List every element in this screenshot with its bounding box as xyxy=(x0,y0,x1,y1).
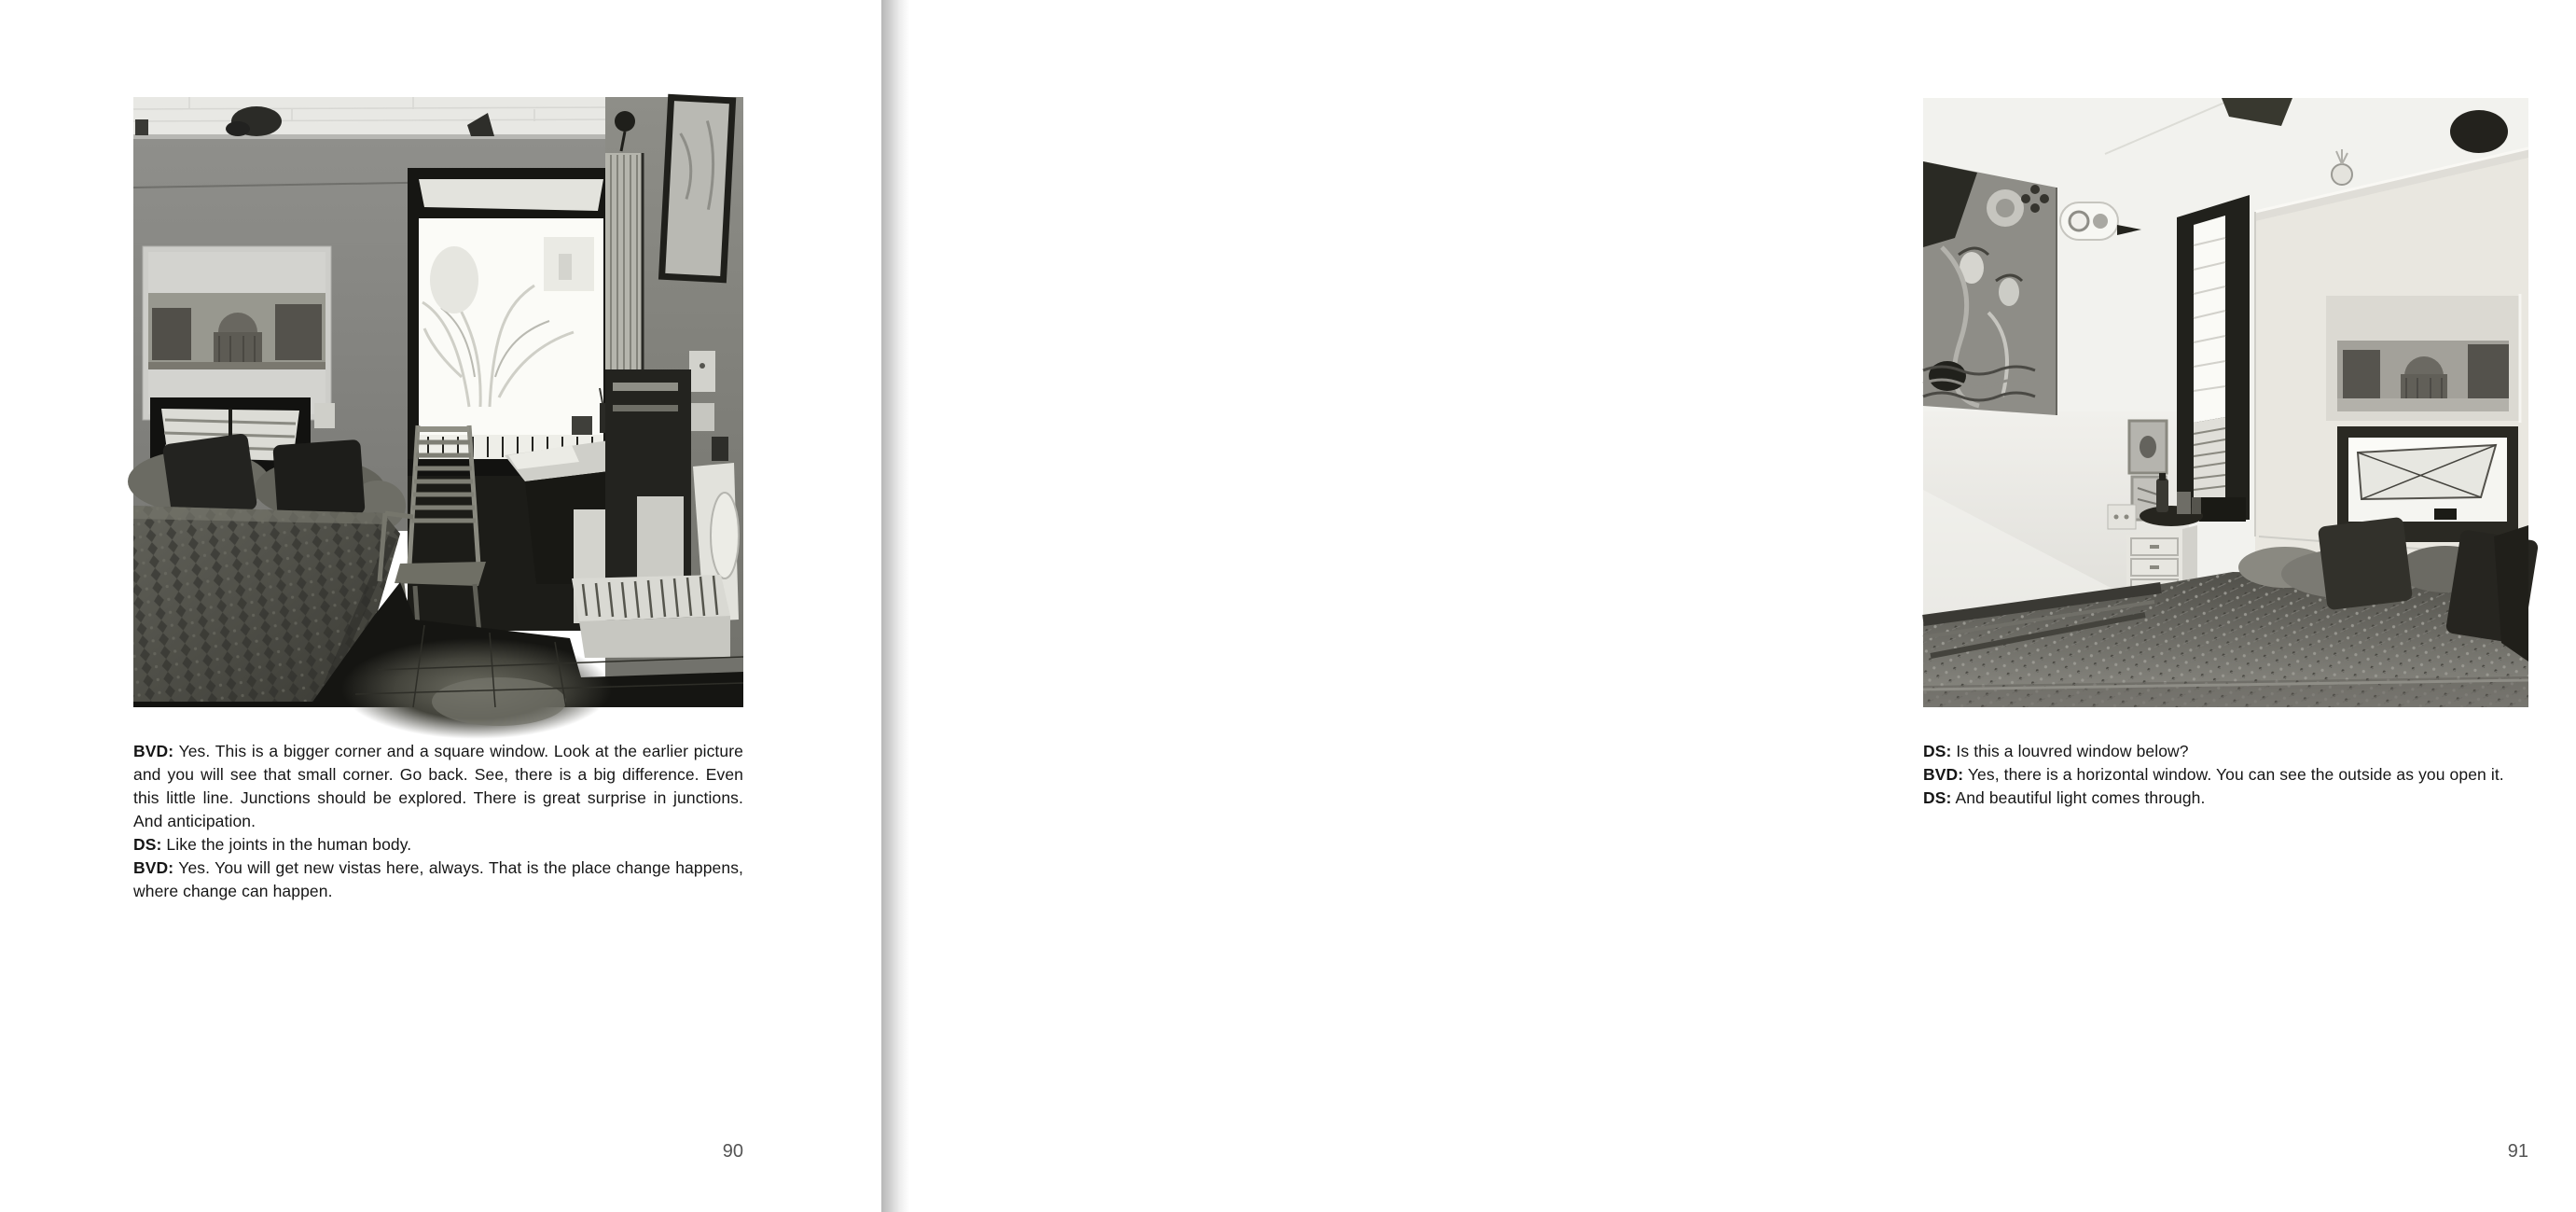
tilted-picture-frame xyxy=(662,97,733,279)
dialogue-line xyxy=(133,740,743,833)
speaker-label: DS: xyxy=(1923,742,1952,760)
wall-artwork xyxy=(1923,161,2057,415)
wall-light xyxy=(615,111,635,132)
dialogue-text: Yes. This is a bigger corner and a square window. Look at the earlier picture and you will see that small corner. Go back. See, there is a big difference. Even this little line. Junctions should be explored. There is great surprise in junctions. And anticipation. xyxy=(133,742,743,830)
left-photo xyxy=(133,97,743,707)
page-right xyxy=(904,0,2528,1212)
page-left xyxy=(0,0,881,1212)
page-number-left: 90 xyxy=(722,1141,743,1162)
left-photo-image xyxy=(133,97,743,707)
left-dialogue xyxy=(133,740,743,903)
dialogue-line xyxy=(133,833,743,857)
wall-ledge xyxy=(133,134,611,139)
speaker-label: BVD: xyxy=(1923,765,1964,784)
switch-plate xyxy=(2108,505,2136,529)
dialogue-line xyxy=(1923,787,2576,810)
right-photo xyxy=(1923,98,2528,707)
dialogue-text: Is this a louvred window below? xyxy=(1956,742,2189,760)
speaker-label: BVD: xyxy=(133,858,174,877)
right-photo-image xyxy=(1923,98,2528,707)
right-dialogue xyxy=(1923,740,2576,810)
dialogue-line xyxy=(133,857,743,903)
dialogue-text: Like the joints in the human body. xyxy=(166,835,412,854)
architectural-etching-frame xyxy=(143,246,331,420)
speaker-label: BVD: xyxy=(133,742,174,760)
dialogue-text: Yes. You will get new vistas here, always. That is the place change happens, where change can happen. xyxy=(133,858,744,900)
speaker-label: DS: xyxy=(1923,788,1952,807)
dialogue-text: And beautiful light comes through. xyxy=(1955,788,2206,807)
dialogue-text: Yes, there is a horizontal window. You can see the outside as you open it. xyxy=(1967,765,2504,784)
dialogue-line xyxy=(1923,763,2576,787)
page-number-right: 91 xyxy=(2507,1141,2528,1162)
speaker-label: DS: xyxy=(133,835,162,854)
vertical-louvred-window xyxy=(2177,195,2250,522)
dialogue-line xyxy=(1923,740,2576,763)
architectural-painting xyxy=(2326,294,2520,423)
pot-sculpture xyxy=(2450,110,2508,153)
